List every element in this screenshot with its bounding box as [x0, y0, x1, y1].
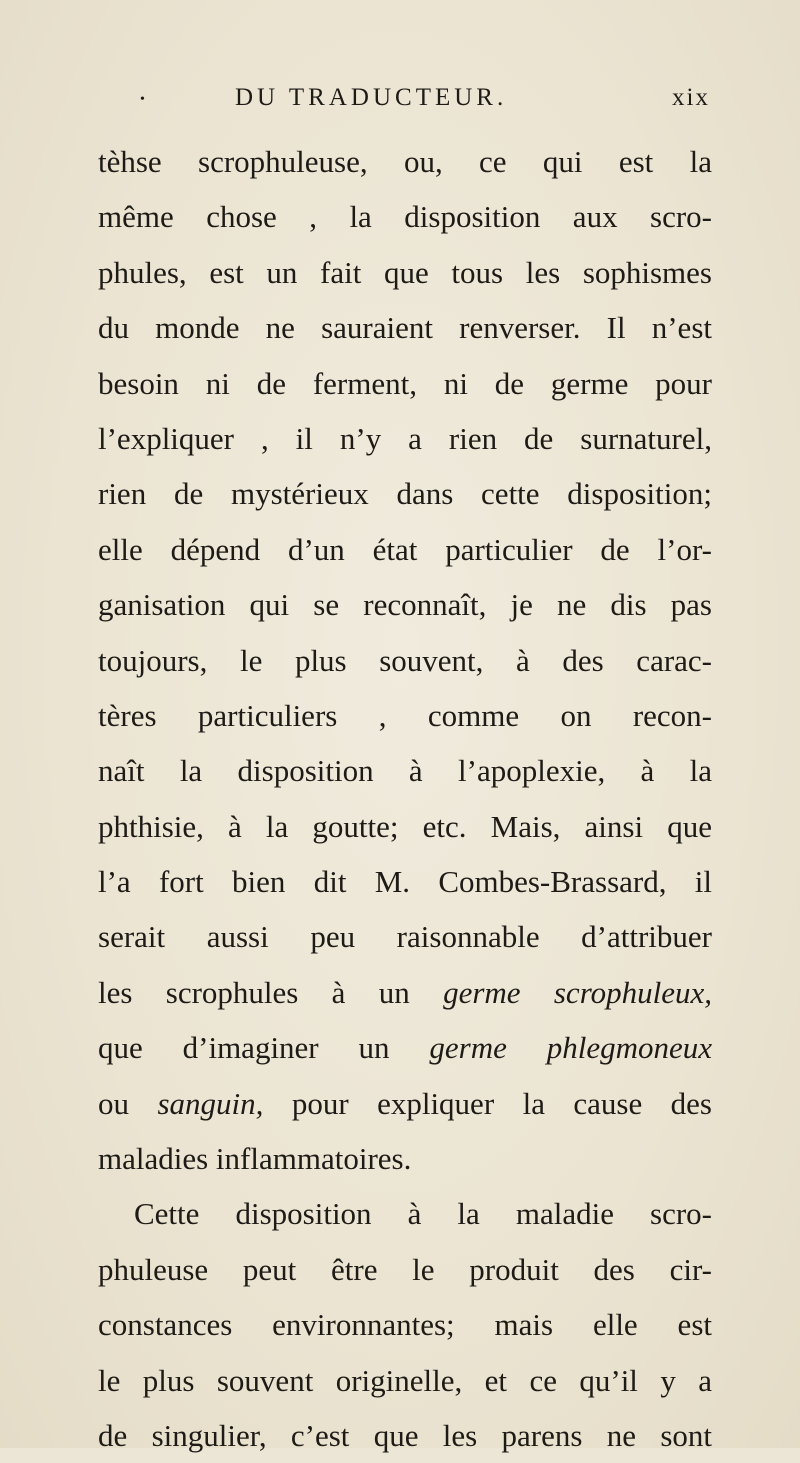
page-header	[140, 84, 710, 124]
italic-term: germe phlegmoneux	[429, 1030, 712, 1066]
text-line: naît la disposition à l’apoplexie, à la	[98, 753, 712, 789]
running-title: DU TRADUCTEUR.	[235, 84, 508, 111]
text-run: ou	[98, 1085, 158, 1121]
text-line: rien de mystérieux dans cette disposition;	[98, 476, 712, 512]
text-line	[98, 1020, 712, 1075]
text-line: maladies inflammatoires.	[98, 1141, 412, 1177]
text-line: toujours, le plus souvent, à des carac-	[98, 642, 712, 678]
text-line: elle dépend d’un état particulier de l’or-	[98, 531, 712, 567]
text-line: tères particuliers , comme on recon-	[98, 697, 712, 733]
text-line: le plus souvent originelle, et ce qu’il y a	[98, 1362, 712, 1398]
text-line	[98, 1076, 712, 1131]
text-line: du monde ne sauraient renverser. Il n’est	[98, 310, 712, 346]
text-line: phthisie, à la goutte; etc. Mais, ainsi que	[98, 808, 712, 844]
text-line: de singulier, c’est que les parens ne sont	[98, 1417, 712, 1453]
text-line: même chose , la disposition aux scro-	[98, 199, 712, 235]
text-line: tèhse scrophuleuse, ou, ce qui est la	[98, 144, 712, 179]
text-run: pour expliquer la cause des	[263, 1085, 712, 1121]
italic-term: sanguin,	[157, 1085, 264, 1121]
text-line: l’expliquer , il n’y a rien de surnaturel,	[98, 420, 712, 456]
header-ornament: •	[140, 92, 148, 107]
text-line	[98, 965, 712, 1020]
text-line: besoin ni de ferment, ni de germe pour	[98, 365, 712, 401]
text-run: les scrophules à un	[98, 974, 444, 1010]
text-line: constances environnantes; mais elle est	[98, 1307, 712, 1343]
body-text	[98, 134, 712, 1463]
text-line: ganisation qui se reconnaît, je ne dis pas	[98, 587, 712, 623]
italic-term: germe scrophuleux,	[443, 974, 712, 1010]
text-line: Cette disposition à la maladie scro-	[134, 1196, 712, 1232]
text-run: que d’imaginer un	[98, 1030, 430, 1066]
text-line: l’a fort bien dit M. Combes-Brassard, il	[98, 864, 712, 900]
text-line: phuleuse peut être le produit des cir-	[98, 1251, 712, 1287]
page-number: xix	[672, 84, 710, 111]
text-line: serait aussi peu raisonnable d’attribuer	[98, 919, 712, 955]
text-line: phules, est un fait que tous les sophismes	[98, 254, 712, 290]
